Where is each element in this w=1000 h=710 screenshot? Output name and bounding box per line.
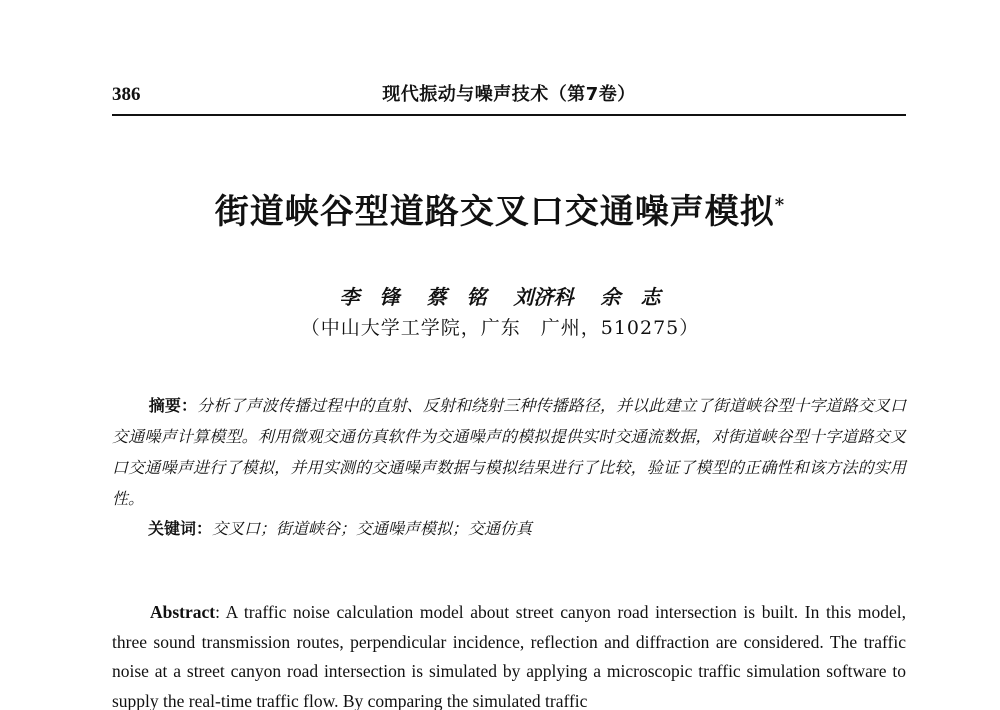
author-list xyxy=(0,283,1000,311)
english-abstract xyxy=(112,598,906,710)
affiliation: （中山大学工学院，广东 广州，510275） xyxy=(300,317,700,339)
chinese-abstract-label: 摘要： xyxy=(148,396,198,415)
keywords xyxy=(148,515,532,543)
article-title xyxy=(0,190,1000,234)
author-name: 蔡 铭 xyxy=(426,285,487,309)
keywords-text: 交叉口；街道峡谷；交通噪声模拟；交通仿真 xyxy=(212,519,533,538)
author-name: 余 志 xyxy=(600,285,661,309)
journal-title: 现代振动与噪声技术（第7卷） xyxy=(382,84,636,105)
english-abstract-label: Abstract xyxy=(150,602,216,622)
author-name: 刘济科 xyxy=(513,285,574,309)
chinese-abstract xyxy=(112,390,906,514)
page-number: 386 xyxy=(112,84,141,105)
english-abstract-text: A traffic noise calculation model about street canyon road intersection is built. In this model, three sound transmission routes, perpendicular incidence, reflection and diffraction are considered. The traffic noise at a street canyon road intersection is simulated by applying a microscopic traffic simulation software to supply the real-time traffic flow. By comparing the simulated traffic xyxy=(112,602,906,710)
author-name: 李 锋 xyxy=(339,285,400,309)
english-abstract-separator: : xyxy=(215,602,226,622)
header-rule xyxy=(112,114,906,116)
chinese-abstract-text: 分析了声波传播过程中的直射、反射和绕射三种传播路径，并以此建立了街道峡谷型十字道路交叉口交通噪声计算模型。利用微观交通仿真软件为交通噪声的模拟提供实时交通流数据，对街道峡谷型十字道路交叉口交通噪声进行了模拟，并用实测的交通噪声数据与模拟结果进行了比较，验证了模型的正确性和该方法的实用性。 xyxy=(112,396,906,508)
title-footnote-marker: * xyxy=(774,194,786,216)
keywords-label: 关键词： xyxy=(148,519,213,538)
article-title-text: 街道峡谷型道路交叉口交通噪声模拟 xyxy=(214,192,775,232)
running-header xyxy=(112,84,906,114)
